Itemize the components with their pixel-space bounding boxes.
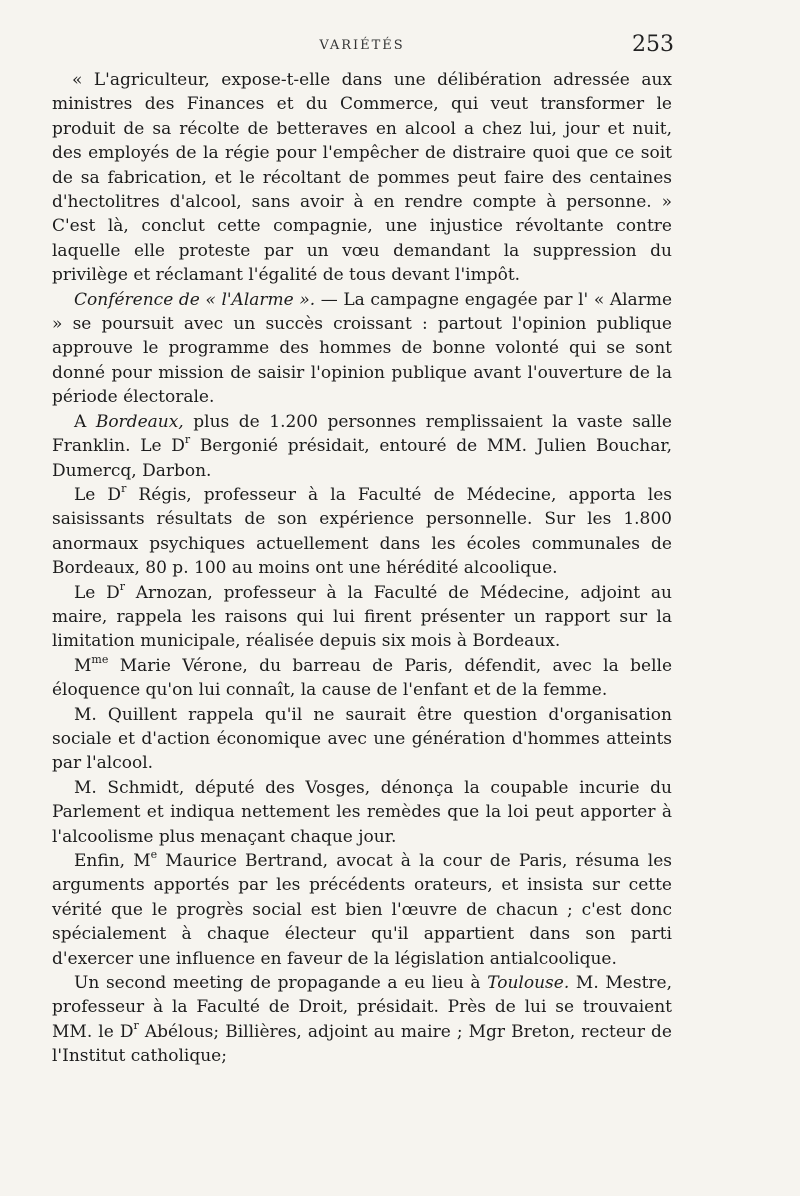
paragraph-text: — La campagne engagée par l' « Alarme » se poursuit avec un succès croissant : partout l'opinion publique approuve le programme des hommes de bonne volonté qui se sont donné pour mission de saisir l'opinion publique avant l'ouverture de la période électorale. [52, 289, 672, 408]
paragraph-suffix: Bergonié présidait, entouré de MM. Julien Bouchar, Dumercq, Darbon. [52, 436, 673, 481]
superscript: e [150, 848, 158, 862]
place-name: Toulouse. [487, 973, 570, 994]
superscript: r [133, 1019, 139, 1033]
paragraph-text: Marie Vérone, du barreau de Paris, défendit, avec la belle éloquence qu'on lui connaît, la cause de l'enfant et de la femme. [52, 655, 672, 701]
superscript: r [119, 579, 126, 593]
paragraph-10 [52, 971, 672, 1069]
body-text [52, 68, 672, 1069]
paragraph-9 [52, 849, 672, 971]
paragraph-1 [52, 68, 672, 288]
paragraph-prefix: A [74, 411, 96, 432]
paragraph-prefix: Enfin, M [74, 851, 151, 871]
paragraph-text: Arnozan, professeur à la Faculté de Médecine, adjoint au maire, rappela les raisons qui lui firent présenter un rapport sur la limitation municipale, réalisée depuis six mois à Bordeaux. [52, 582, 672, 652]
paragraph-text: M. Schmidt, député des Vosges, dénonça la coupable incurie du Parlement et indiqua nettement les remèdes que la loi peut apporter à l'alcoolisme plus menaçant chaque jour. [52, 777, 672, 847]
paragraph-4 [52, 483, 672, 581]
paragraph-prefix: Un second meeting de propagande a eu lieu à [74, 973, 488, 994]
paragraph-text: Régis, professeur à la Faculté de Médecine, apporta les saisissants résultats de son expérience personnelle. Sur les 1.800 anormaux psychiques actuellement dans les écoles communales de Bordeaux, 80 p. 100 au moins ont une hérédité alcoolique. [52, 484, 672, 579]
paragraph-prefix: Le D [74, 582, 120, 603]
paragraph-6 [52, 654, 672, 703]
paragraph-suffix: Abélous; Billières, adjoint au maire ; Mgr Breton, recteur de l'Institut catholique; [52, 1021, 672, 1067]
paragraph-text: Maurice Bertrand, avocat à la cour de Paris, résuma les arguments apportés par les précédents orateurs, et insista sur cette vérité que le progrès social est bien l'œuvre de chacun ; c'est donc spécialement à chaque électeur qu'il appartient dans son parti d'exercer une influence en faveur de la législation antialcoolique. [52, 851, 672, 969]
paragraph-text: M. Quillent rappela qu'il ne saurait être question d'organisation sociale et d'action économique avec une génération d'hommes atteints par l'alcool. [52, 704, 672, 774]
paragraph-7 [52, 703, 672, 776]
paragraph-8 [52, 776, 672, 849]
paragraph-3 [52, 410, 672, 483]
running-head [52, 32, 672, 66]
superscript: me [91, 653, 109, 667]
superscript: r [121, 482, 127, 496]
page-number: 253 [632, 32, 674, 57]
section-heading: Conférence de « l'Alarme ». [74, 289, 316, 310]
paragraph-prefix: Le D [74, 484, 122, 505]
running-title: VARIÉTÉS [319, 38, 405, 53]
paragraph-text: M. Mestre, professeur à la Faculté de Droit, présidait. Près de lui se trouvaient MM. le D [52, 973, 672, 1042]
paragraph-2 [52, 288, 672, 410]
paragraph-text: plus de 1.200 personnes remplissaient la vaste salle Franklin. Le D [52, 411, 672, 457]
paragraph-5 [52, 581, 672, 654]
superscript: r [184, 433, 191, 447]
paragraph-text: « L'agriculteur, expose-t-elle dans une délibération adressée aux ministres des Finances et du Commerce, qui veut transformer le produit de sa récolte de betteraves en alcool a chez lui, jour et nuit, des employés de la régie pour l'empêcher de distraire quoi que ce soit de sa fabrication, et le récoltant de pommes peut faire des centaines d'hectolitres d'alcool, sans avoir à en rendre compte à personne. » C'est là, conclut cette compagnie, une injustice révoltante contre laquelle elle proteste par un vœu demandant la suppression du privilège et réclamant l'égalité de tous devant l'impôt. [52, 70, 672, 286]
place-name: Bordeaux, [95, 411, 184, 432]
paragraph-prefix: M [74, 655, 92, 676]
